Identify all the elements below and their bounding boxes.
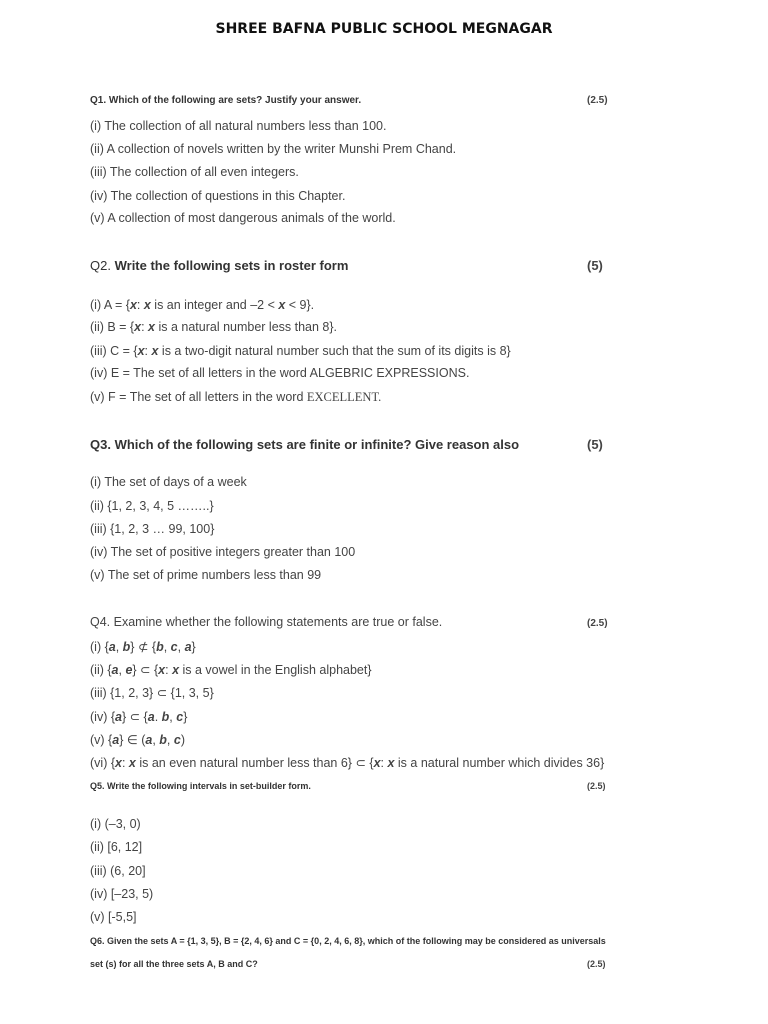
math-variable: b	[156, 640, 164, 654]
q2-marks: (5)	[587, 258, 603, 273]
text-segment: ,	[166, 733, 174, 747]
math-variable: b	[161, 710, 170, 724]
text-segment: (i) A = {	[90, 298, 130, 312]
text-segment: :	[136, 298, 144, 312]
math-variable: x	[373, 756, 381, 770]
math-variable: a	[184, 640, 192, 654]
text-segment: :	[165, 663, 173, 677]
math-variable: a	[147, 710, 155, 724]
text-segment: (ii) B = {	[90, 320, 135, 334]
q1-item: (iii) The collection of all even integers.	[90, 165, 299, 179]
math-variable: c	[176, 710, 184, 724]
q4-item	[90, 662, 372, 677]
text-segment: (vi) {	[90, 756, 115, 770]
q5-item: (iii) (6, 20]	[90, 864, 146, 878]
math-variable: b	[122, 640, 131, 654]
text-segment: (i) {	[90, 640, 109, 654]
q1-heading: Q1. Which of the following are sets? Justify your answer.	[90, 95, 362, 106]
math-variable: x	[134, 320, 142, 334]
q2-item	[90, 366, 469, 380]
text-segment: :	[141, 320, 149, 334]
text-segment: ,	[152, 733, 160, 747]
math-variable: c	[173, 733, 181, 747]
q2-prefix: Q2.	[90, 258, 111, 273]
q6-heading: Q6. Given the sets A = {1, 3, 5}, B = {2, 4, 6} and C = {0, 2, 4, 6, 8}, which of the following may be considered as universals	[90, 936, 606, 946]
math-variable: x	[148, 320, 155, 334]
text-segment: ,	[169, 710, 177, 724]
text-segment: < 9}.	[285, 298, 315, 312]
q2-item	[90, 298, 314, 312]
q4-item	[90, 639, 196, 654]
text-segment: :	[121, 756, 129, 770]
q4-item	[90, 685, 214, 700]
text-segment: (v) {	[90, 733, 113, 747]
q3-item: (iii) {1, 2, 3 … 99, 100}	[90, 522, 215, 536]
text-segment: } ⊂ {	[132, 663, 159, 677]
text-segment: ,	[115, 640, 123, 654]
text-segment: :	[144, 344, 152, 358]
q3-heading: Q3. Which of the following sets are finite or infinite? Give reason also	[90, 437, 520, 452]
q4-item	[90, 755, 604, 770]
q1-item: (ii) A collection of novels written by the writer Munshi Prem Chand.	[90, 142, 457, 156]
q3-marks: (5)	[587, 437, 603, 452]
q2-heading	[90, 258, 348, 273]
text-segment: EXCELLENT.	[306, 390, 382, 404]
text-segment: (iii) {1, 2, 3} ⊂ {1, 3, 5}	[90, 686, 214, 700]
math-variable: a	[108, 640, 116, 654]
math-variable: x	[151, 344, 159, 358]
q6-marks: (2.5)	[587, 959, 606, 969]
q3-item: (iv) The set of positive integers greater than 100	[90, 545, 356, 559]
q4-heading: Q4. Examine whether the following statements are true or false.	[90, 615, 443, 629]
q3-item: (i) The set of days of a week	[90, 475, 247, 489]
q1-item: (iv) The collection of questions in this Chapter.	[90, 189, 346, 203]
text-segment: is a natural number less than 8}.	[154, 320, 338, 334]
math-variable: x	[387, 756, 395, 770]
page-title: SHREE BAFNA PUBLIC SCHOOL MEGNAGAR	[215, 21, 553, 37]
text-segment: is a vowel in the English alphabet}	[179, 663, 372, 677]
q6-heading-cont: set (s) for all the three sets A, B and C?	[90, 959, 258, 969]
math-variable: b	[159, 733, 167, 747]
math-variable: x	[143, 298, 151, 312]
math-variable: x	[129, 298, 137, 312]
math-variable: x	[158, 663, 166, 677]
math-variable: x	[137, 344, 145, 358]
math-variable: a	[145, 733, 153, 747]
math-variable: a	[112, 733, 120, 747]
math-variable: x	[115, 756, 122, 770]
text-segment: }	[183, 710, 188, 724]
text-segment: }	[191, 640, 196, 654]
text-segment: (iv) E = The set of all letters in the word ALGEBRIC EXPRESSIONS.	[90, 366, 470, 380]
q2-item	[90, 390, 381, 405]
q2-heading-text: Write the following sets in roster form	[114, 258, 349, 273]
math-variable: c	[170, 640, 178, 654]
q5-item: (i) (–3, 0)	[90, 817, 141, 831]
text-segment: ,	[118, 663, 126, 677]
q4-marks: (2.5)	[587, 618, 608, 629]
math-variable: x	[128, 756, 136, 770]
text-segment: .	[154, 710, 162, 724]
text-segment: is a natural number which divides 36}	[394, 756, 605, 770]
q5-item: (iv) [–23, 5)	[90, 887, 154, 901]
q5-item: (v) [-5,5]	[90, 910, 137, 924]
math-variable: e	[125, 663, 133, 677]
q4-item	[90, 709, 187, 724]
q3-item: (ii) {1, 2, 3, 4, 5 ……..}	[90, 499, 214, 513]
text-segment: (ii) {	[90, 663, 112, 677]
text-segment: (iv) {	[90, 710, 115, 724]
q5-marks: (2.5)	[587, 781, 606, 791]
text-segment: ,	[163, 640, 171, 654]
text-segment: is an integer and –2 <	[150, 298, 279, 312]
text-segment: ,	[177, 640, 185, 654]
q5-heading: Q5. Write the following intervals in set-builder form.	[90, 781, 311, 791]
math-variable: x	[278, 298, 286, 312]
text-segment: )	[180, 733, 185, 747]
text-segment: is a two-digit natural number such that the sum of its digits is 8}	[158, 344, 511, 358]
q5-item: (ii) [6, 12]	[90, 840, 143, 854]
math-variable: x	[172, 663, 180, 677]
text-segment: (v) F = The set of all letters in the word	[90, 390, 307, 404]
text-segment: } ⊂ {	[121, 710, 148, 724]
text-segment: :	[380, 756, 388, 770]
q3-item: (v) The set of prime numbers less than 99	[90, 568, 322, 582]
text-segment: } ⊄ {	[130, 640, 157, 654]
math-variable: a	[115, 710, 122, 724]
q2-item	[90, 344, 511, 358]
q4-item	[90, 732, 185, 747]
math-variable: a	[111, 663, 119, 677]
text-segment: (iii) C = {	[90, 344, 138, 358]
q1-marks: (2.5)	[587, 95, 608, 106]
q1-item: (i) The collection of all natural numbers less than 100.	[90, 119, 387, 133]
q2-item	[90, 320, 337, 334]
text-segment: } ∈ (	[119, 733, 146, 747]
text-segment: is an even natural number less than 6} ⊂ {	[135, 756, 374, 770]
q1-item: (v) A collection of most dangerous animals of the world.	[90, 211, 396, 225]
